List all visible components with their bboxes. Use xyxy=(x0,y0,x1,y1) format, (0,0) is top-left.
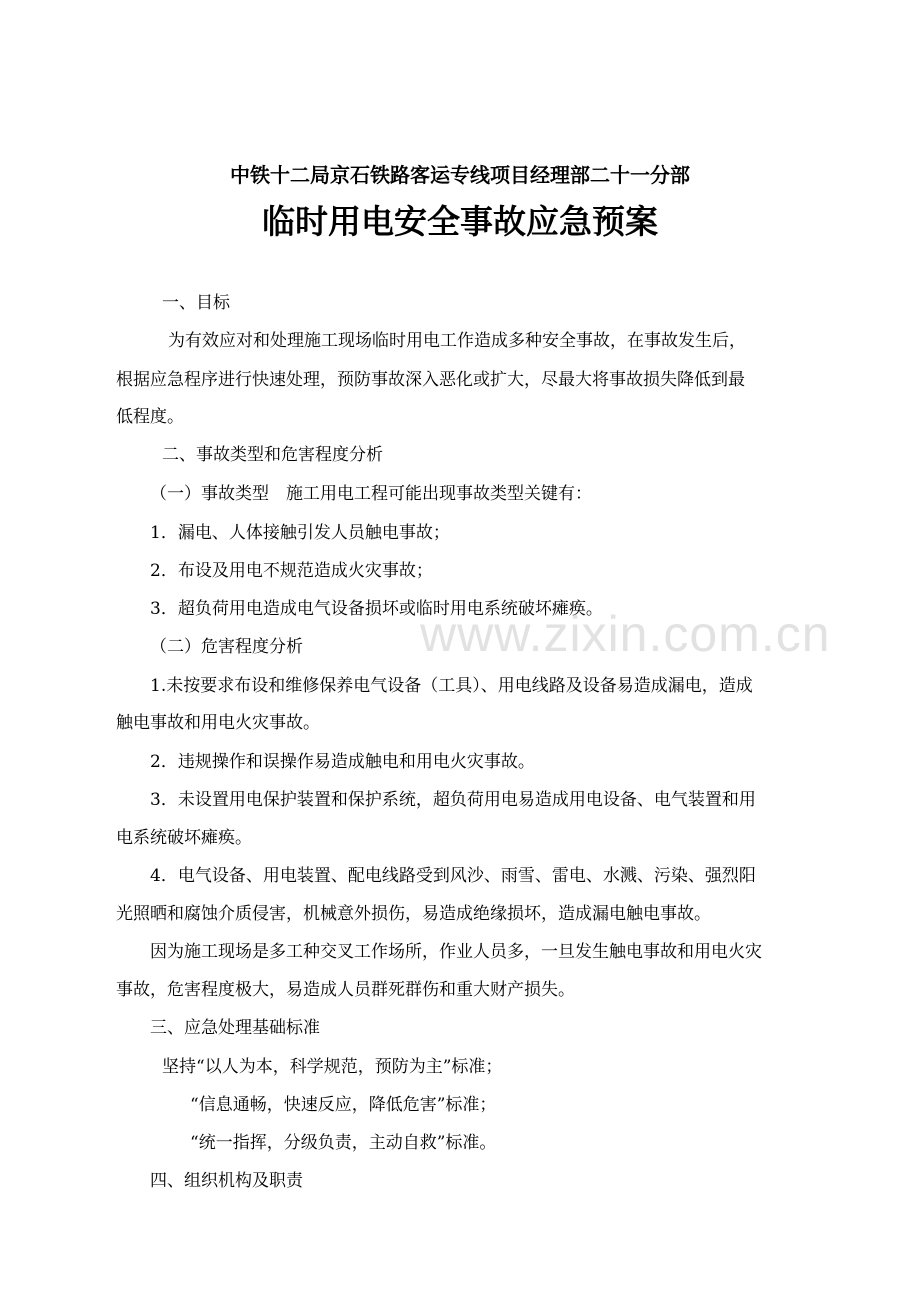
watermark: www.zixin.com.cn xyxy=(420,606,831,662)
subsection-heading: （一）事故类型 施工用电工程可能出现事故类型关键有： xyxy=(150,484,592,504)
list-item: 3．超负荷用电造成电气设备损坏或临时用电系统破坏瘫痪。 xyxy=(150,599,603,619)
paragraph-line: 触电事故和用电火灾事故。 xyxy=(116,713,320,733)
section-heading-organization: 四、组织机构及职责 xyxy=(150,1171,303,1191)
subsection-heading: （二）危害程度分析 xyxy=(150,637,303,657)
paragraph-line: 4．电气设备、用电装置、配电线路受到风沙、雨雪、雷电、水溅、污染、强烈阳 xyxy=(150,866,756,886)
paragraph-line: “统一指挥，分级负责，主动自救”标准。 xyxy=(190,1133,497,1153)
section-heading-accident-types: 二、事故类型和危害程度分析 xyxy=(162,445,383,465)
list-item: 2．布设及用电不规范造成火灾事故； xyxy=(150,561,433,581)
section-heading-principles: 三、应急处理基础标准 xyxy=(150,1018,320,1038)
paragraph-line: 事故，危害程度极大，易造成人员群死群伤和重大财产损失。 xyxy=(116,980,575,1000)
paragraph-line: 为有效应对和处理施工现场临时用电工作造成多种安全事故，在事故发生后， xyxy=(168,331,746,351)
paragraph-line: 根据应急程序进行快速处理，预防事故深入恶化或扩大，尽最大将事故损失降低到最 xyxy=(116,370,745,390)
document-title: 临时用电安全事故应急预案 xyxy=(262,202,658,241)
paragraph-line: 1.未按要求布设和维修保养电气设备（工具）、用电线路及设备易造成漏电，造成 xyxy=(150,676,753,696)
paragraph-line: 因为施工现场是多工种交叉工作场所，作业人员多，一旦发生触电事故和用电火灾 xyxy=(150,942,762,962)
paragraph-line: 2．违规操作和误操作易造成触电和用电火灾事故。 xyxy=(150,752,535,772)
paragraph-line: 3．未设置用电保护装置和保护系统，超负荷用电易造成用电设备、电气装置和用 xyxy=(150,790,756,810)
paragraph-line: “信息通畅，快速反应，降低危害”标准； xyxy=(190,1095,497,1115)
paragraph-line: 坚持“以人为本，科学规范，预防为主”标准； xyxy=(162,1057,503,1077)
paragraph-line: 电系统破坏瘫痪。 xyxy=(116,828,252,848)
list-item: 1．漏电、人体接触引发人员触电事故； xyxy=(150,523,450,543)
paragraph-line: 低程度。 xyxy=(116,407,184,427)
paragraph-line: 光照晒和腐蚀介质侵害，机械意外损伤，易造成绝缘损坏，造成漏电触电事故。 xyxy=(116,904,711,924)
section-heading-goal: 一、目标 xyxy=(162,293,230,313)
document-subtitle: 中铁十二局京石铁路客运专线项目经理部二十一分部 xyxy=(230,163,690,187)
